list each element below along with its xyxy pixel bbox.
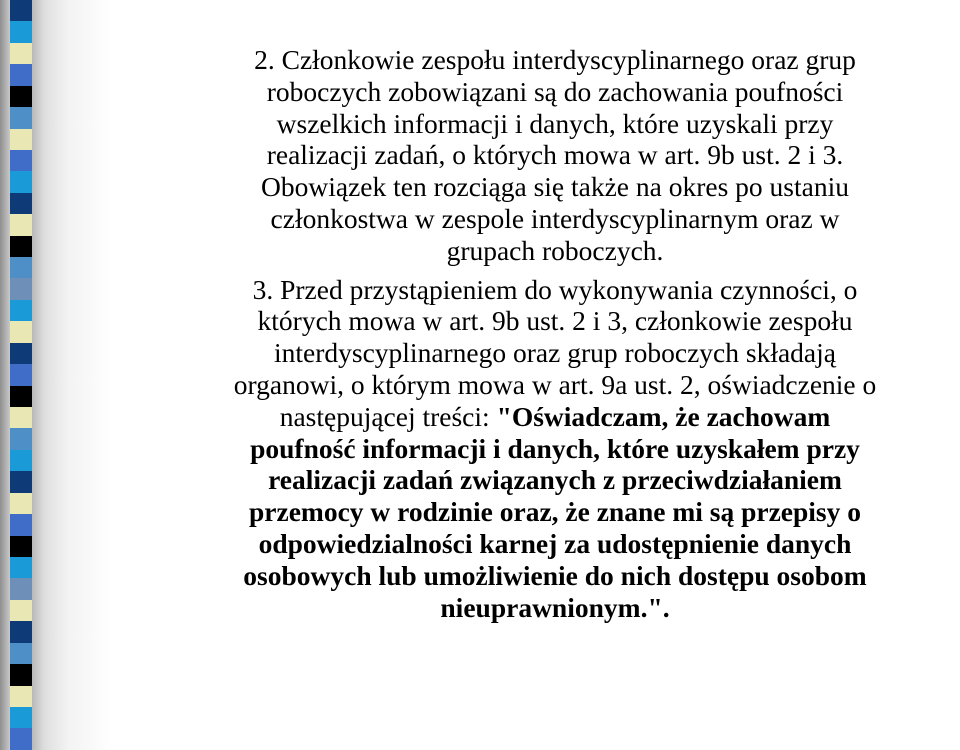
stripe-8	[10, 150, 32, 171]
para3-line-5-regular: następującej treści:	[279, 400, 497, 432]
para2-line-4: realizacji zadań, o których mowa w art. 9b ust. 2 i 3.	[266, 139, 844, 171]
stripe-17	[10, 343, 32, 364]
paragraph-3	[150, 274, 960, 624]
stripe-28	[10, 578, 32, 599]
stripe-22	[10, 450, 32, 471]
para2-line-5: Obowiązek ten rozciąga się także na okres po ustaniu	[261, 171, 849, 203]
stripe-27	[10, 557, 32, 578]
stripe-25	[10, 514, 32, 535]
stripe-30	[10, 621, 32, 642]
stripe-13	[10, 257, 32, 278]
stripe-18	[10, 364, 32, 385]
para2-line-7: grupach roboczych.	[446, 234, 664, 266]
slide-text	[150, 44, 960, 623]
stripe-1	[10, 0, 32, 21]
stripe-33	[10, 686, 32, 707]
stripe-7	[10, 129, 32, 150]
stripe-16	[10, 321, 32, 342]
paragraph-2	[150, 44, 960, 267]
stripe-5	[10, 86, 32, 107]
stripe-14	[10, 278, 32, 299]
stripe-32	[10, 664, 32, 685]
para3-bold-line-3: przemocy w rodzinie oraz, że znane mi są przepisy o	[249, 496, 861, 528]
para3-bold-line-5: osobowych lub umożliwienie do nich dostępu osobom	[243, 559, 867, 591]
stripe-29	[10, 600, 32, 621]
stripe-3	[10, 43, 32, 64]
para3-line-5-bold: "Oświadczam, że zachowam	[496, 400, 831, 432]
para2-line-3: wszelkich informacji i danych, które uzyskali przy	[276, 107, 834, 139]
stripe-15	[10, 300, 32, 321]
para3-line-2: których mowa w art. 9b ust. 2 i 3, członkowie zespołu	[257, 305, 853, 337]
stripe-23	[10, 471, 32, 492]
stripe-4	[10, 64, 32, 85]
stripe-11	[10, 214, 32, 235]
stripe-19	[10, 386, 32, 407]
color-stripes	[10, 0, 32, 750]
stripe-26	[10, 536, 32, 557]
stripe-35	[10, 728, 32, 749]
stripe-20	[10, 407, 32, 428]
decorative-stripe-bar	[0, 0, 112, 750]
para2-line-6: członkostwa w zespole interdyscyplinarnym oraz w	[270, 202, 840, 234]
para3-line-4: organowi, o którym mowa w art. 9a ust. 2, oświadczenie o	[233, 368, 877, 400]
stripe-24	[10, 493, 32, 514]
stripe-34	[10, 707, 32, 728]
stripe-bar-shadow	[32, 0, 112, 750]
para3-bold-line-1: poufność informacji i danych, które uzyskałem przy	[250, 432, 860, 464]
para3-bold-line-6: nieuprawnionym.".	[440, 591, 670, 623]
para3-line-1: 3. Przed przystąpieniem do wykonywania czynności, o	[252, 273, 858, 305]
stripe-21	[10, 428, 32, 449]
stripe-2	[10, 21, 32, 42]
stripe-10	[10, 193, 32, 214]
stripe-6	[10, 107, 32, 128]
stripe-bar-edge	[0, 0, 10, 750]
stripe-9	[10, 171, 32, 192]
para3-bold-line-4: odpowiedzialności karnej za udostępnienie danych	[258, 527, 852, 559]
stripe-12	[10, 236, 32, 257]
para2-line-2: roboczych zobowiązani są do zachowania poufności	[266, 75, 844, 107]
para3-line-3: interdyscyplinarnego oraz grup roboczych składają	[273, 337, 836, 369]
stripe-31	[10, 643, 32, 664]
para2-line-1: 2. Członkowie zespołu interdyscyplinarnego oraz grup	[254, 44, 856, 75]
para3-bold-line-2: realizacji zadań związanych z przeciwdziałaniem	[268, 464, 842, 496]
